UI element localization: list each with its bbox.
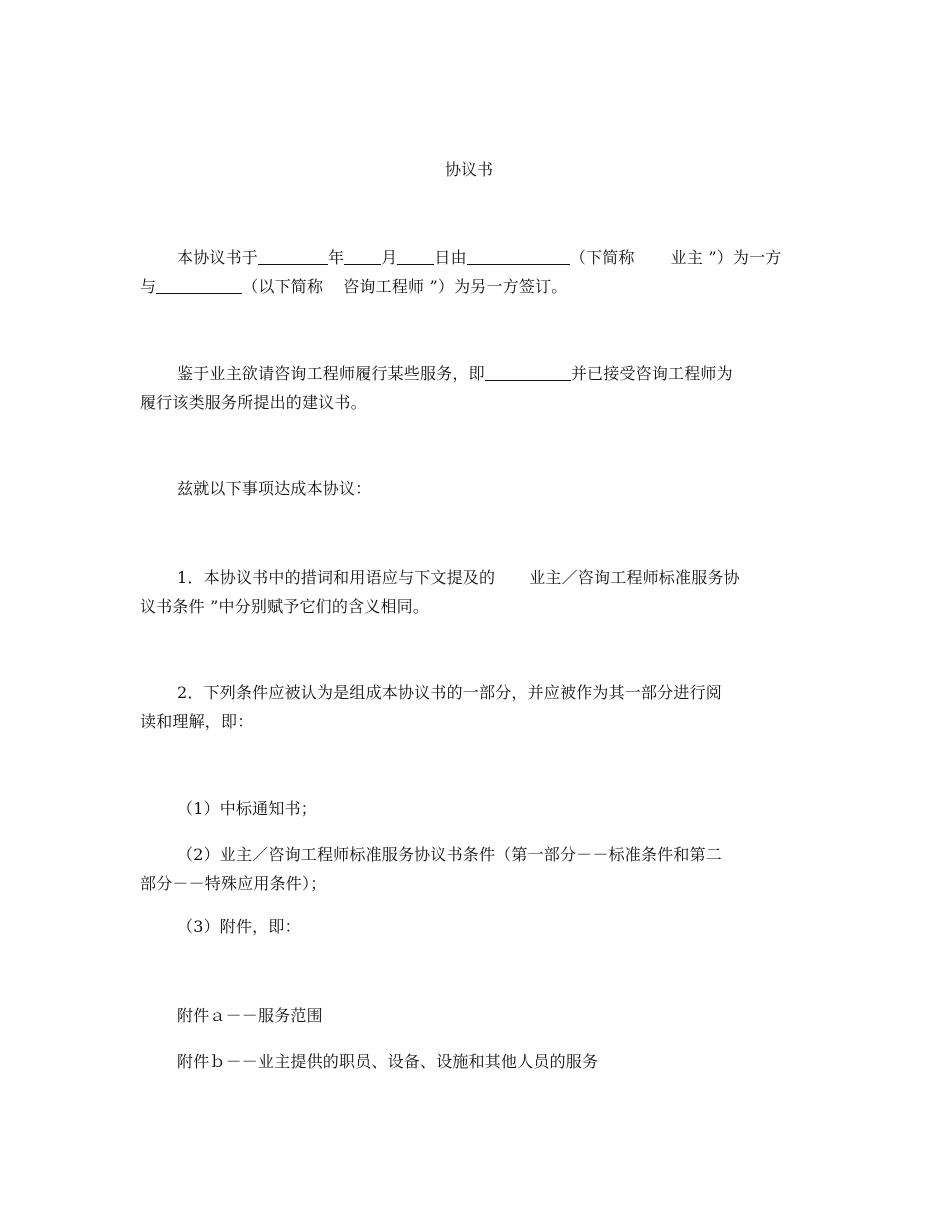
intro-text-c: 月 bbox=[381, 248, 398, 267]
whereas-line-1 bbox=[140, 359, 806, 388]
annex-a bbox=[140, 1001, 806, 1030]
annex-b bbox=[140, 1047, 806, 1076]
agreement-intro bbox=[140, 474, 806, 503]
date-month-blank bbox=[344, 247, 381, 265]
clause-2-line-1: 2．下列条件应被认为是组成本协议书的一部分，并应被作为其一部分进行阅 bbox=[177, 683, 722, 702]
document-title: 协议书 bbox=[444, 160, 493, 179]
whereas-text-b: 并已接受咨询工程师为 bbox=[570, 364, 733, 383]
clause-2 bbox=[140, 678, 806, 736]
intro-text-f: 业主 ”）为一方 bbox=[670, 248, 782, 267]
owner-name-blank bbox=[467, 247, 570, 265]
list-item-3 bbox=[140, 912, 806, 941]
whereas-paragraph bbox=[140, 359, 806, 417]
date-day-blank bbox=[397, 247, 434, 265]
annex-b-text: 附件ｂ－－业主提供的职员、设备、设施和其他人员的服务 bbox=[177, 1052, 599, 1071]
agreement-intro-line: 兹就以下事项达成本协议： bbox=[177, 479, 372, 498]
annex-a-text: 附件ａ－－服务范围 bbox=[177, 1006, 323, 1025]
intro-paragraph bbox=[140, 243, 806, 301]
clause-1 bbox=[140, 563, 806, 621]
services-blank bbox=[485, 363, 571, 381]
clause-2-line-2: 读和理解，即： bbox=[140, 712, 254, 731]
date-year-blank bbox=[258, 247, 328, 265]
list-item-1 bbox=[140, 794, 806, 823]
intro-line-2 bbox=[140, 272, 806, 301]
intro-text-g: 与 bbox=[140, 277, 157, 296]
clause-1-line-2: 议书条件 ”中分别赋予它们的含义相同。 bbox=[140, 597, 430, 616]
clause-1-text-a: 1．本协议书中的措词和用语应与下文提及的 bbox=[177, 568, 496, 587]
intro-text-a: 本协议书于 bbox=[177, 248, 259, 267]
list-item-3-text: （3）附件，即： bbox=[177, 917, 301, 936]
intro-line-1 bbox=[140, 243, 806, 272]
intro-text-h: （以下简称 bbox=[242, 277, 324, 296]
clause-1-text-b: 业主／咨询工程师标准服务协 bbox=[529, 568, 740, 587]
consultant-name-blank bbox=[156, 276, 242, 294]
intro-text-b: 年 bbox=[328, 248, 345, 267]
intro-text-d: 日由 bbox=[434, 248, 467, 267]
intro-text-i: 咨询工程师 ”）为另一方签订。 bbox=[343, 277, 568, 296]
whereas-line-2: 履行该类服务所提出的建议书。 bbox=[140, 393, 367, 412]
list-item-2 bbox=[140, 840, 806, 898]
intro-text-e: （下简称 bbox=[569, 248, 635, 267]
list-item-2-line-2: 部分－－特殊应用条件）； bbox=[140, 874, 327, 893]
clause-1-line-1 bbox=[140, 563, 806, 592]
whereas-text-a: 鉴于业主欲请咨询工程师履行某些服务，即 bbox=[177, 364, 485, 383]
list-item-1-text: （1）中标通知书； bbox=[177, 799, 317, 818]
list-item-2-line-1: （2）业主／咨询工程师标准服务协议书条件（第一部分－－标准条件和第二 bbox=[177, 845, 722, 864]
